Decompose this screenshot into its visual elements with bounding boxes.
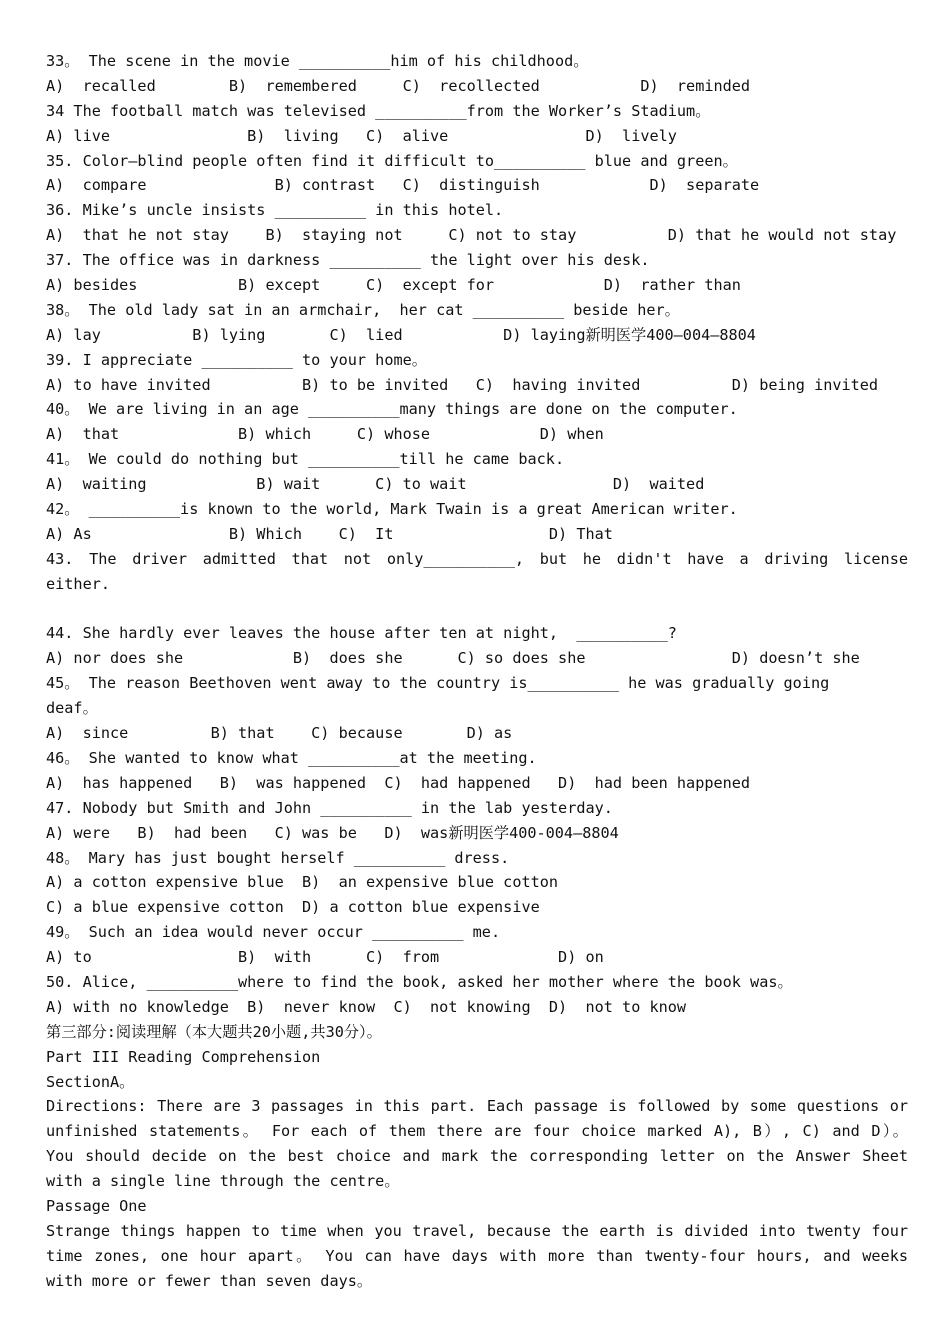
question-33 bbox=[46, 49, 908, 99]
question-37 bbox=[46, 248, 908, 298]
question-options: A) recalled B) remembered C) recollected D) reminded bbox=[46, 76, 751, 95]
reading-section bbox=[46, 1020, 908, 1294]
question-stem: 49。 Such an idea would never occur __________ me. bbox=[46, 923, 501, 942]
question-45 bbox=[46, 671, 908, 746]
question-options: A) compare B) contrast C) distinguish D) separate bbox=[46, 176, 760, 195]
question-stem: 42。 __________is known to the world, Mark Twain is a great American writer. bbox=[46, 500, 738, 519]
question-stem-continuation: deaf。 bbox=[46, 699, 98, 718]
question-options: A) were B) had been C) was be D) was新明医学400-004—8804 bbox=[46, 823, 619, 842]
passage-line: time zones, one hour apart。 You can have days with more than twenty-four hours, and weeks bbox=[46, 1246, 908, 1265]
section-title: Part III Reading Comprehension bbox=[46, 1047, 321, 1066]
question-49 bbox=[46, 920, 908, 970]
question-40 bbox=[46, 397, 908, 447]
passage-title: Passage One bbox=[46, 1196, 147, 1215]
blank-line bbox=[46, 597, 908, 622]
directions-line: Directions: There are 3 passages in this part. Each passage is followed by some questions or bbox=[46, 1097, 908, 1116]
question-41 bbox=[46, 447, 908, 497]
question-options: A) since B) that C) because D) as bbox=[46, 724, 513, 743]
question-options: A) that B) which C) whose D) when bbox=[46, 425, 604, 444]
question-stem: 34 The football match was televised __________from the Worker’s Stadium。 bbox=[46, 101, 711, 120]
question-stem: 44. She hardly ever leaves the house after ten at night, __________? bbox=[46, 624, 677, 643]
question-options: A) waiting B) wait C) to wait D) waited bbox=[46, 475, 705, 494]
question-options: A) lay B) lying C) lied D) laying新明医学400—004—8804 bbox=[46, 325, 756, 344]
question-39 bbox=[46, 348, 908, 398]
question-options: A) a cotton expensive blue B) an expensive blue cotton bbox=[46, 873, 559, 892]
question-options: A) with no knowledge B) never know C) not knowing D) not to know bbox=[46, 997, 687, 1016]
question-44 bbox=[46, 621, 908, 671]
question-options: A) has happened B) was happened C) had happened D) had been happened bbox=[46, 773, 751, 792]
question-stem: 45。 The reason Beethoven went away to the country is__________ he was gradually going bbox=[46, 674, 830, 693]
question-34 bbox=[46, 99, 908, 149]
section-label: SectionA。 bbox=[46, 1072, 135, 1091]
directions-line: with a single line through the centre。 bbox=[46, 1172, 400, 1191]
question-stem-continuation: either. bbox=[46, 574, 111, 593]
question-options: A) to have invited B) to be invited C) having invited D) being invited bbox=[46, 375, 879, 394]
directions-line: You should decide on the best choice and mark the corresponding letter on the Answer Sheet bbox=[46, 1147, 908, 1166]
question-42 bbox=[46, 497, 908, 547]
exam-page bbox=[46, 49, 908, 1294]
question-options: A) that he not stay B) staying not C) not to stay D) that he would not stay bbox=[46, 226, 897, 245]
question-options: A) live B) living C) alive D) lively bbox=[46, 126, 677, 145]
directions-line: unfinished statements。 For each of them there are four choice marked A), B）, C) and D）。 bbox=[46, 1122, 908, 1141]
question-options: A) As B) Which C) It D) That bbox=[46, 524, 613, 543]
question-43 bbox=[46, 547, 908, 597]
passage-line: with more or fewer than seven days。 bbox=[46, 1271, 373, 1290]
question-options: C) a blue expensive cotton D) a cotton blue expensive bbox=[46, 898, 540, 917]
question-stem: 41。 We could do nothing but __________till he came back. bbox=[46, 450, 565, 469]
passage-line: Strange things happen to time when you travel, because the earth is divided into twenty four bbox=[46, 1221, 908, 1240]
question-stem: 35. Color—blind people often find it difficult to__________ blue and green。 bbox=[46, 151, 738, 170]
question-options: A) nor does she B) does she C) so does she D) doesn’t she bbox=[46, 649, 860, 668]
question-stem: 33。 The scene in the movie __________him of his childhood。 bbox=[46, 52, 589, 70]
question-stem: 50. Alice, __________where to find the book, asked her mother where the book was。 bbox=[46, 972, 793, 991]
question-46 bbox=[46, 746, 908, 796]
question-options: A) to B) with C) from D) on bbox=[46, 948, 604, 967]
question-35 bbox=[46, 149, 908, 199]
question-stem: 37. The office was in darkness __________ the light over his desk. bbox=[46, 251, 650, 270]
question-stem: 39. I appreciate __________ to your home。 bbox=[46, 350, 427, 369]
question-options: A) besides B) except C) except for D) rather than bbox=[46, 276, 741, 295]
question-stem: 36. Mike’s uncle insists __________ in this hotel. bbox=[46, 201, 504, 220]
question-stem: 40。 We are living in an age __________many things are done on the computer. bbox=[46, 400, 738, 419]
question-36 bbox=[46, 198, 908, 248]
question-stem: 46。 She wanted to know what __________at the meeting. bbox=[46, 748, 537, 767]
question-stem: 47. Nobody but Smith and John __________ in the lab yesterday. bbox=[46, 798, 613, 817]
question-48 bbox=[46, 846, 908, 921]
question-47 bbox=[46, 796, 908, 846]
question-38 bbox=[46, 298, 908, 348]
question-stem: 43. The driver admitted that not only__________, but he didn't have a driving license bbox=[46, 549, 908, 568]
question-stem: 48。 Mary has just bought herself __________ dress. bbox=[46, 848, 510, 867]
question-50 bbox=[46, 970, 908, 1020]
question-stem: 38。 The old lady sat in an armchair, her cat __________ beside her。 bbox=[46, 300, 680, 319]
section-heading-cn: 第三部分:阅读理解（本大题共20小题,共30分）。 bbox=[46, 1022, 382, 1041]
